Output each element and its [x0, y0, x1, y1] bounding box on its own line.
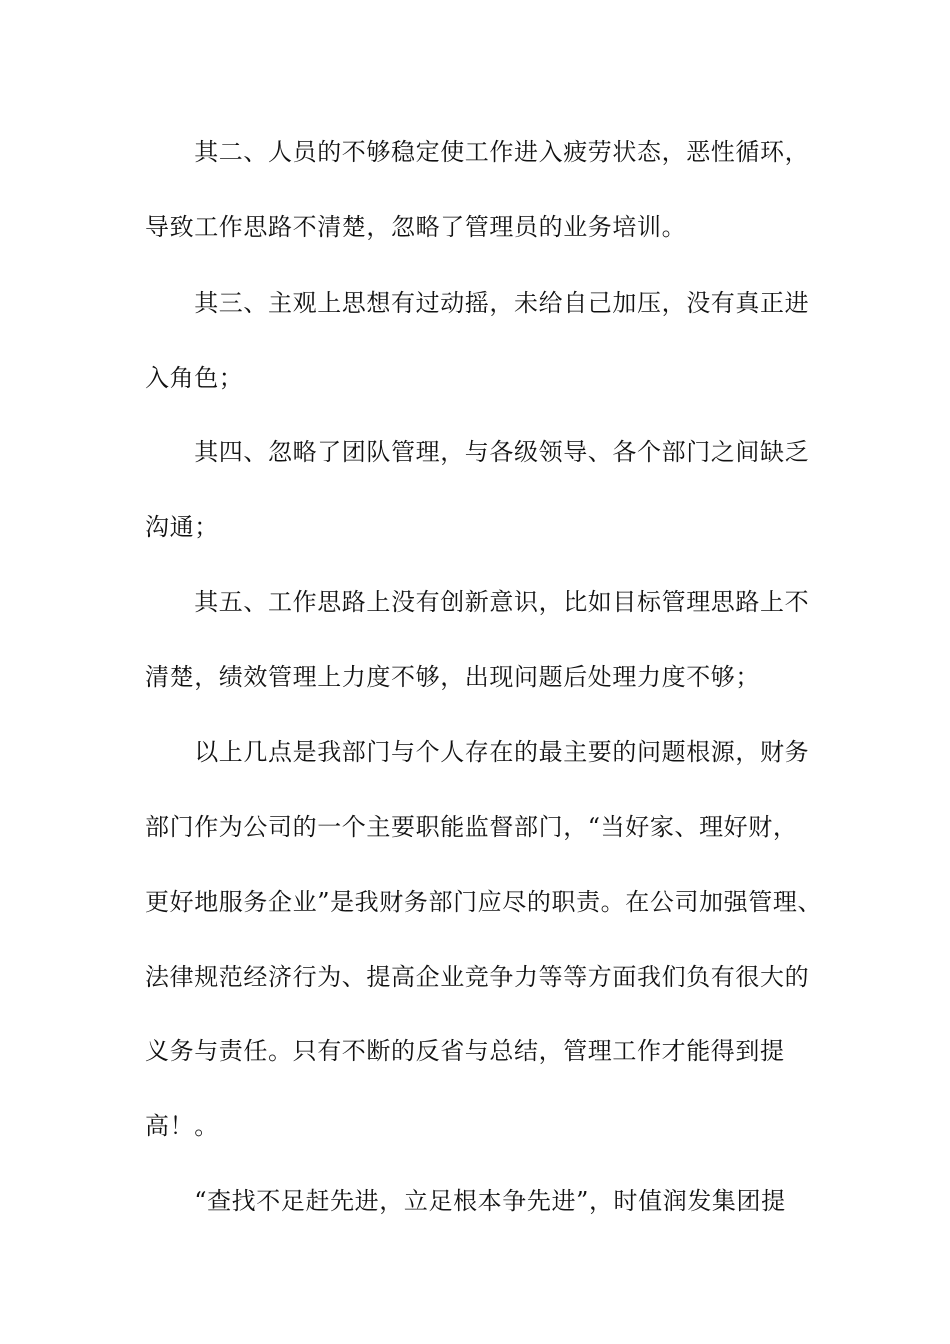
text-line: 高！。 — [145, 1112, 219, 1140]
text-line: 其三、主观上思想有过动摇，未给自己加压，没有真正进 — [145, 289, 810, 317]
text-line: 其五、工作思路上没有创新意识，比如目标管理思路上不 — [145, 588, 810, 616]
text-line: 其二、人员的不够稳定使工作进入疲劳状态，恶性循环， — [145, 138, 810, 166]
text-line: 法律规范经济行为、提高企业竞争力等等方面我们负有很大的 — [145, 963, 810, 991]
text-line: 以上几点是我部门与个人存在的最主要的问题根源，财务 — [145, 738, 810, 766]
text-line: 其四、忽略了团队管理，与各级领导、各个部门之间缺乏 — [145, 438, 810, 466]
text-line: 部门作为公司的一个主要职能监督部门，“当好家、理好财， — [145, 813, 798, 841]
text-line: “查找不足赶先进，立足根本争先进”，时值润发集团提 — [145, 1187, 786, 1215]
text-line: 导致工作思路不清楚，忽略了管理员的业务培训。 — [145, 213, 687, 241]
text-line: 更好地服务企业”是我财务部门应尽的职责。在公司加强管理、 — [145, 888, 823, 916]
text-line: 入角色； — [145, 364, 244, 392]
text-line: 沟通； — [145, 513, 219, 541]
text-line: 清楚，绩效管理上力度不够，出现问题后处理力度不够； — [145, 663, 760, 691]
text-line: 义务与责任。只有不断的反省与总结，管理工作才能得到提 — [145, 1037, 785, 1065]
